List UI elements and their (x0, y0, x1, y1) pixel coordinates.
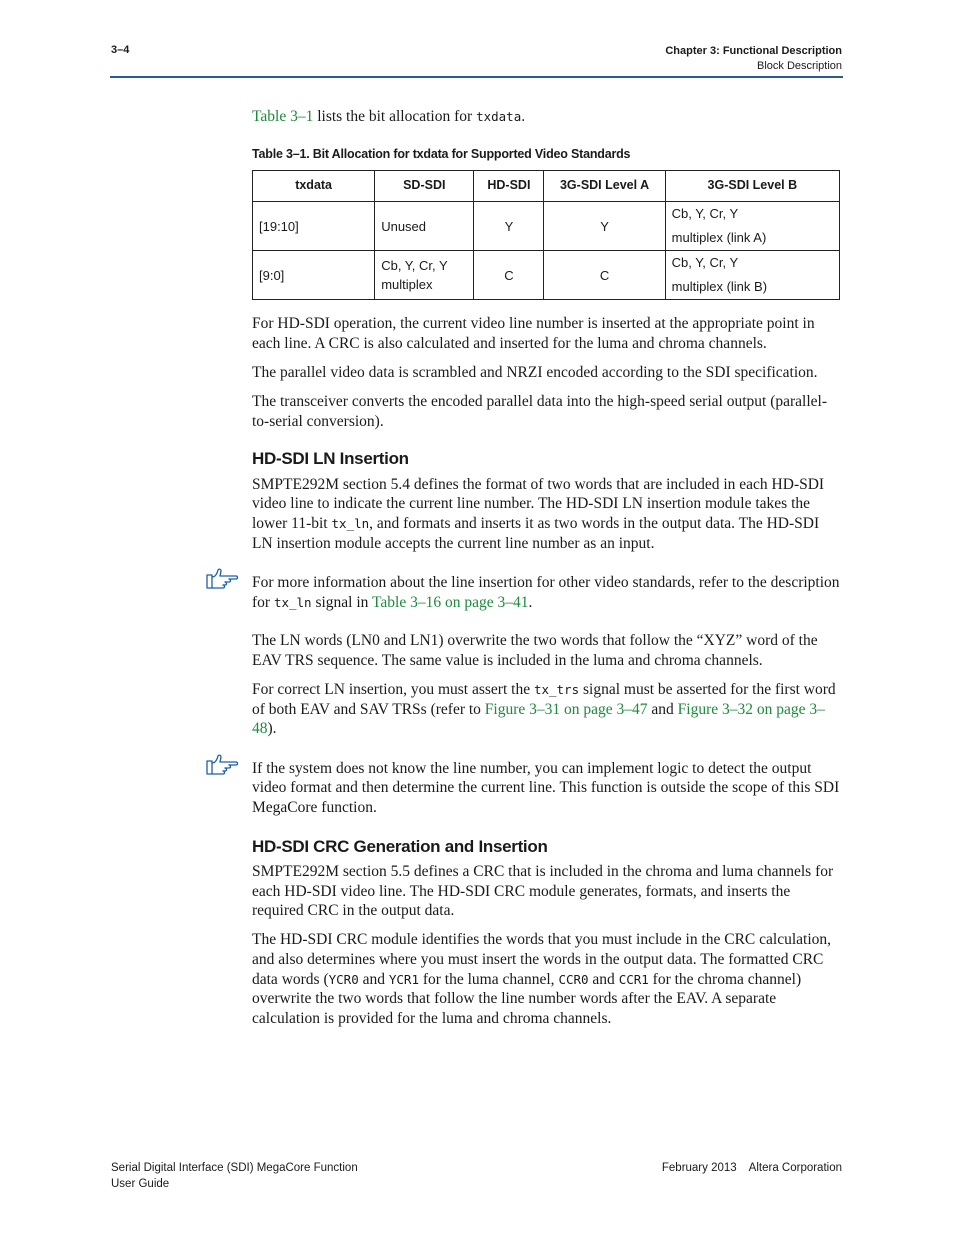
body-paragraph: The HD-SDI CRC module identifies the words that you must include in the CRC calculation, and also determines where you must insert the words in the output data. The formatted CRC data words (YCR0 and YCR1 for the luma channel, CCR0 and CCR1 for the chroma channel) overwrite the two words that follow the line number words after the EAV. A separate calculation is provided for the luma and chroma channels. (252, 931, 832, 1027)
txdata-code: txdata (476, 109, 522, 124)
tx-ln-code: tx_ln (273, 594, 312, 610)
column-header: 3G-SDI Level B (665, 171, 839, 202)
pointing-hand-note-icon (205, 754, 239, 776)
ccr1-code: CCR1 (618, 971, 649, 987)
table-cell: Unused (375, 202, 474, 251)
note: If the system does not know the line number, you can implement logic to detect the output video format and then determine the current line. This function is outside the scope of this SDI MegaCore function. (252, 759, 842, 818)
table-cell: C (474, 251, 544, 300)
table-row (253, 202, 840, 251)
tx-trs-code: tx_trs (533, 682, 580, 697)
body-paragraph: The LN words (LN0 and LN1) overwrite the two words that follow the “XYZ” word of the EAV TRS sequence. The same value is included in the luma and chroma channels. (252, 632, 818, 669)
table-cell: Cb, Y, Cr, Y multiplex (link B) (665, 251, 839, 300)
table-cell: [9:0] (253, 251, 375, 300)
body-paragraph: The parallel video data is scrambled and NRZI encoded according to the SDI specification. (252, 363, 818, 381)
footer-left (111, 1160, 358, 1192)
table-cell: Cb, Y, Cr, Y multiplex (link A) (665, 202, 839, 251)
chapter-title: Chapter 3: Functional Description (665, 45, 842, 57)
bit-allocation-table (252, 170, 840, 300)
note: For more information about the line insertion for other video standards, refer to the description for tx_ln signal in Table 3–16 on page 3–41. (252, 573, 842, 612)
figure-3-32-link[interactable]: Figure 3–32 on page 3–48 (252, 700, 825, 738)
company-name: Altera Corporation (748, 1162, 842, 1174)
table-3-1-link[interactable]: Table 3–1 (252, 108, 314, 125)
table-row (253, 251, 840, 300)
footer-right (662, 1160, 842, 1176)
column-header: SD-SDI (375, 171, 474, 202)
pointing-hand-note-icon (205, 568, 239, 590)
table-cell: C (544, 251, 665, 300)
page-number: 3–4 (111, 44, 130, 56)
ycr1-code: YCR1 (388, 971, 419, 987)
table-caption: Table 3–1. Bit Allocation for txdata for Supported Video Standards (252, 146, 631, 161)
intro-paragraph: Table 3–1 lists the bit allocation for txdata. (252, 108, 526, 125)
table-header-row (253, 171, 840, 202)
page-body (252, 107, 842, 1038)
column-header: txdata (253, 171, 375, 202)
body-paragraph: For HD-SDI operation, the current video line number is inserted at the appropriate point in each line. A CRC is also calculated and inserted for the luma and chroma channels. (252, 315, 815, 352)
section-heading-crc: HD-SDI CRC Generation and Insertion (252, 836, 548, 856)
table-cell: Cb, Y, Cr, Y multiplex (375, 251, 474, 300)
body-paragraph: For correct LN insertion, you must assert the tx_trs signal must be asserted for the first word of both EAV and SAV TRSs (refer to Figure 3–31 on page 3–47 and Figure 3–32 on page 3–48). (252, 681, 836, 738)
figure-3-31-link[interactable]: Figure 3–31 on page 3–47 (484, 700, 648, 718)
publication-date: February 2013 (661, 1162, 737, 1174)
table-cell: Y (544, 202, 665, 251)
table-cell: Y (474, 202, 544, 251)
body-paragraph: SMPTE292M section 5.5 defines a CRC that is included in the chroma and luma channels for each HD-SDI video line. The HD-SDI CRC module generates, formats, and inserts the required CRC in the output data. (252, 863, 834, 920)
table-cell: [19:10] (253, 202, 375, 251)
header-rule (110, 76, 843, 78)
running-header (665, 44, 842, 74)
ccr0-code: CCR0 (558, 971, 589, 987)
column-header: HD-SDI (474, 171, 544, 202)
table-3-16-link[interactable]: Table 3–16 on page 3–41 (372, 593, 529, 611)
document-subtitle: User Guide (111, 1178, 170, 1190)
body-paragraph: The transceiver converts the encoded parallel data into the high-speed serial output (parallel-to-serial conversion). (252, 392, 827, 430)
column-header: 3G-SDI Level A (544, 171, 665, 202)
document-title: Serial Digital Interface (SDI) MegaCore Function (111, 1162, 358, 1174)
ycr0-code: YCR0 (328, 971, 359, 987)
body-paragraph: SMPTE292M section 5.4 defines the format of two words that are included in each HD-SDI video line to indicate the current line number. The HD-SDI LN insertion module takes the lower 11-bit tx_ln, and formats and inserts it as two words in the output data. The HD-SDI LN insertion module accepts the current line number as an input. (252, 475, 825, 552)
tx-ln-code: tx_ln (331, 515, 370, 531)
section-heading-ln-insertion: HD-SDI LN Insertion (252, 449, 409, 469)
section-title: Block Description (757, 60, 842, 72)
